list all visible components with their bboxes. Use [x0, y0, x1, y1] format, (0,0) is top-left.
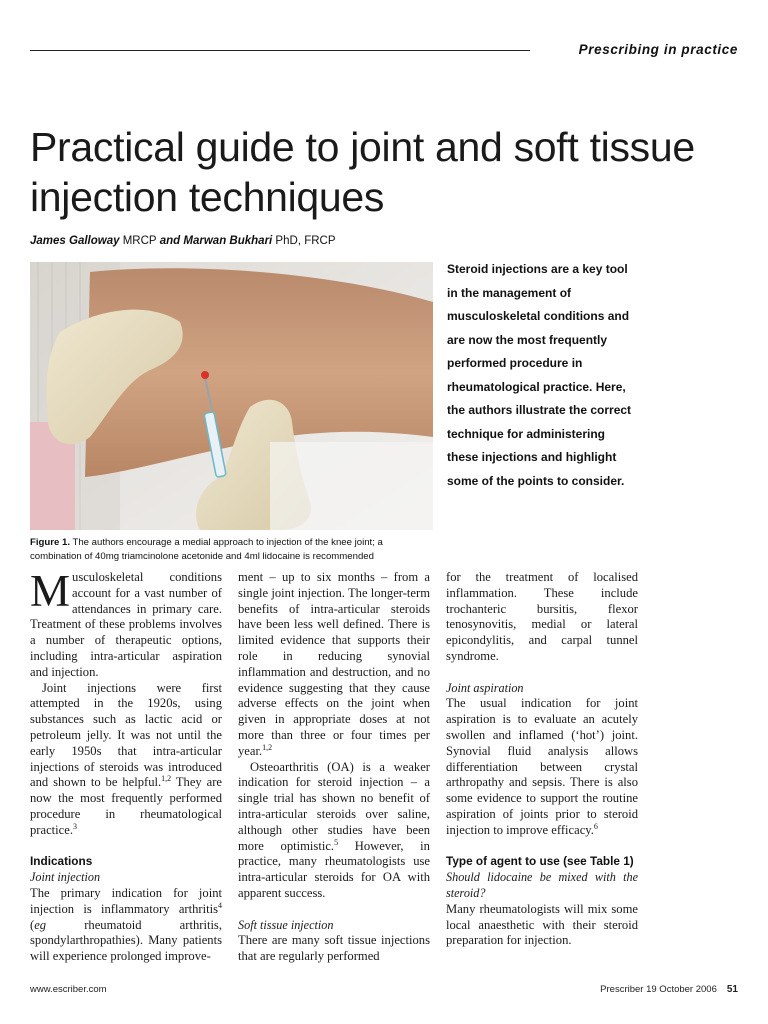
injection-site-mark — [201, 371, 209, 379]
col1-p3a-text: The primary indication for joint injection is inflammatory arthritis — [30, 885, 222, 916]
article-title: Practical guide to joint and soft tissue injection techniques — [30, 124, 695, 220]
heading-type-of-agent: Type of agent to use (see Table 1) — [446, 854, 634, 869]
col1-p3-open: ( — [30, 917, 35, 932]
reference-superscript: 3 — [73, 821, 77, 831]
body-column-3 — [446, 570, 638, 949]
heading-soft-tissue-injection: Soft tissue injection — [238, 917, 334, 932]
figure-caption — [30, 536, 435, 564]
author-conjunction: and — [156, 235, 184, 247]
section-label: Prescribing in practice — [578, 42, 738, 57]
figure-label: Figure 1. — [30, 537, 70, 548]
heading-joint-aspiration: Joint aspiration — [446, 680, 524, 695]
page-number: 51 — [726, 984, 738, 995]
reference-superscript: 6 — [593, 821, 598, 831]
heading-lidocaine-question: Should lidocaine be mixed with the steroid? — [446, 870, 638, 900]
col1-paragraph-2 — [30, 681, 222, 839]
col3-p2-text: The usual indication for joint aspiration is to evaluate an acutely swollen and inflamed (‘hot’) joint. Synovial fluid analysis allows differentiation between crystal arthropathy and sepsis. There is also some evidence to support the routine aspiration of joints prior to steroid injection to improve efficacy. — [446, 696, 638, 837]
standfirst: Steroid injections are a key tool in the management of musculoskeletal conditions and are now the most frequently performed procedure in rheumatological practice. Here, the authors illustrate the correct technique for administering these injections and highlight some of the points to consider. — [447, 262, 632, 488]
author-2-credentials: PhD, FRCP — [272, 235, 336, 247]
knee-injection-illustration — [30, 262, 433, 530]
col2-p2a-text: Osteoarthritis (OA) is a weaker indication for steroid injection – a single trial has shown no benefit of intra-articular steroids over saline, although other studies have been more optimistic. — [238, 759, 430, 853]
heading-joint-injection: Joint injection — [30, 870, 101, 885]
body-column-1 — [30, 566, 222, 965]
col1-paragraph-1 — [30, 566, 222, 681]
footer-publication — [600, 984, 738, 995]
body-column-2 — [238, 570, 430, 965]
header-rule — [30, 50, 530, 51]
footer-publication-date: Prescriber 19 October 2006 — [600, 984, 717, 995]
col2-paragraph-2 — [238, 760, 430, 902]
footer-website-link[interactable]: www.escriber.com — [30, 984, 107, 995]
author-1-credentials: MRCP — [119, 235, 157, 247]
col1-p1-text: usculoskeletal conditions account for a vast number of attendances in primary care. Treatment of these problems involves a number of therapeutic options, including intra-articular aspiration and injection. — [30, 570, 222, 679]
col2-p1-text: ment – up to six months – from a single joint injection. The longer-term benefits of intra-articular steroids have been less well defined. There is limited evidence that supports their role in reducing synovial inflammation and destruction, and no evidence suggesting that they cause adverse effects on the joint when given in appropriate doses at not more than three or four times per year. — [238, 570, 430, 758]
figure-caption-text: The authors encourage a medial approach to injection of the knee joint; a combination of 40mg triamcinolone acetonide and 4ml lidocaine is recommended — [30, 537, 383, 562]
reference-superscript: 1,2 — [262, 742, 273, 752]
col3-paragraph-3: Many rheumatologists will mix some local anaesthetic with their steroid preparation for injection. — [446, 901, 638, 948]
drop-cap: M — [30, 566, 71, 616]
col1-p3-eg: eg — [34, 917, 47, 932]
col2-p2b-text: However, in practice, many rheumatologists use intra-articular steroids for OA with apparent success. — [238, 838, 430, 900]
col2-paragraph-3: There are many soft tissue injections that are regularly performed — [238, 933, 430, 964]
heading-indications: Indications — [30, 854, 93, 869]
col3-paragraph-2 — [446, 696, 638, 838]
reference-superscript: 5 — [334, 837, 339, 847]
col1-p3b-text: rheumatoid arthritis, spondylarthropathies). Many patients will experience prolonged improve- — [30, 917, 222, 964]
col1-p2b-text: They are now the most frequently performed procedure in rheumatological practice. — [30, 775, 222, 837]
col1-paragraph-3 — [30, 886, 222, 965]
reference-superscript: 1,2 — [161, 774, 172, 784]
author-1-name: James Galloway — [30, 235, 120, 247]
col3-paragraph-1: for the treatment of localised inflammation. These include trochanteric bursitis, flexor tenosynovitis, medial or lateral epicondylitis, and carpal tunnel syndrome. — [446, 570, 638, 663]
author-2-name: Marwan Bukhari — [183, 235, 273, 247]
col2-paragraph-1 — [238, 570, 430, 760]
col1-p2-text: Joint injections were first attempted in the 1920s, using substances such as lactic acid or petroleum jelly. It was not until the early 1950s that intra-articular injections of steroids was introduced and shown to be helpful. — [30, 680, 222, 790]
reference-superscript: 4 — [218, 900, 222, 910]
byline — [30, 235, 336, 247]
figure-knee-injection-photo — [30, 262, 433, 530]
